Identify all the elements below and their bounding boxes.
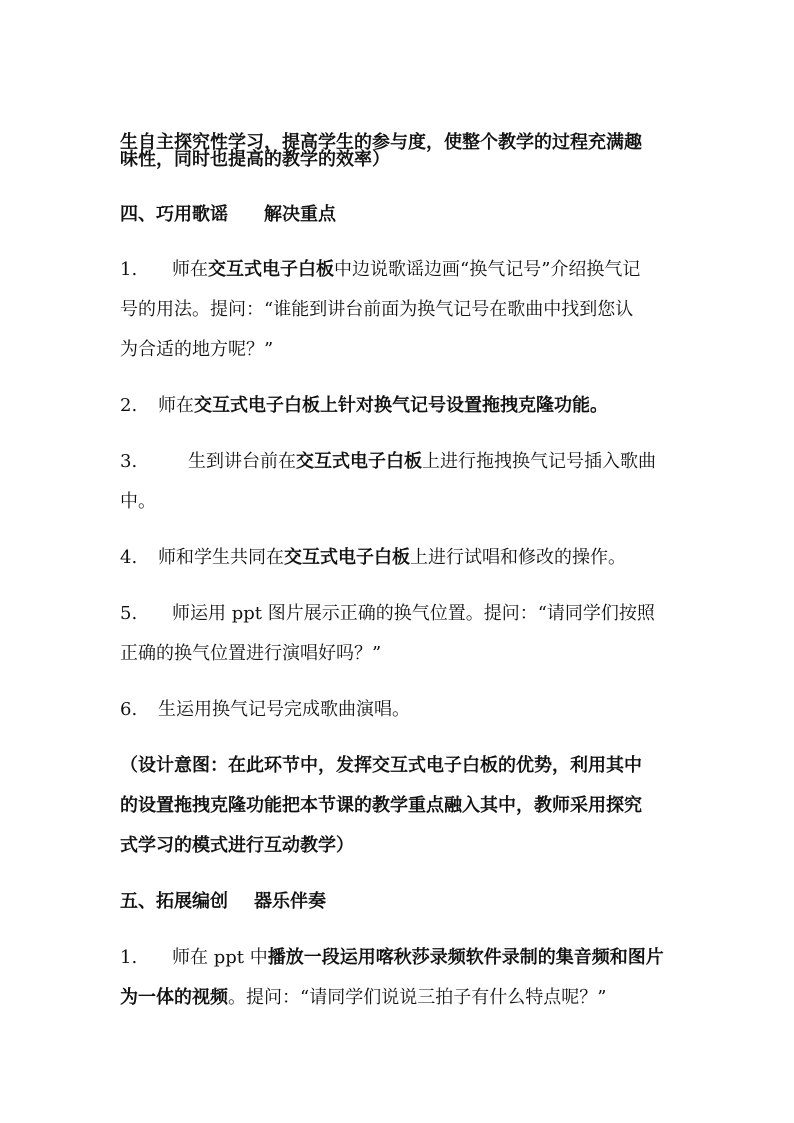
list-item: [120, 258, 640, 282]
item-number: 3.: [120, 451, 138, 472]
item-number: 1.: [120, 259, 138, 280]
heading-title: 器乐伴奏: [254, 891, 326, 912]
list-item-continuation: [120, 338, 273, 362]
item-number: 4.: [120, 547, 138, 568]
list-item: [120, 546, 626, 570]
list-item: [120, 698, 410, 722]
item-number: 2.: [120, 395, 138, 416]
text: 师在: [158, 395, 194, 416]
list-item: [120, 394, 608, 418]
heading-number: 四、巧用歌谣: [120, 204, 228, 225]
list-item: [120, 450, 656, 474]
heading-number: 五、拓展编创: [120, 891, 228, 912]
design-note-line: [120, 834, 354, 858]
text: 师运用 ppt 图片展示正确的换气位置。提问：“请同学们按照: [172, 603, 655, 624]
section-heading: [120, 890, 326, 914]
heading-title: 解决重点: [264, 204, 336, 225]
bold-text: 交互式电子白板: [284, 547, 410, 568]
list-item-continuation: [120, 986, 606, 1010]
text: 生到讲台前在: [188, 451, 296, 472]
text: 号的用法。提问：“谁能到讲台前面为换气记号在歌曲中找到您认: [120, 299, 634, 320]
list-item-continuation: [120, 490, 156, 514]
paragraph-line: [120, 148, 390, 172]
text: 。提问：“请同学们说说三拍子有什么特点呢？”: [228, 987, 607, 1008]
design-note-line: [120, 794, 642, 818]
list-item: [120, 602, 655, 626]
text: 师在 ppt 中: [172, 947, 268, 968]
list-item: [120, 946, 664, 970]
text: 上进行试唱和修改的操作。: [410, 547, 626, 568]
text: 为合适的地方呢？”: [120, 339, 274, 360]
section-heading: [120, 203, 336, 227]
text: 中边说歌谣边画“换气记号”介绍换气记: [334, 259, 641, 280]
text: 味性，同时也提高的教学的效率）: [120, 149, 390, 170]
text: 中。: [120, 491, 156, 512]
text: 师在: [172, 259, 208, 280]
item-number: 5.: [120, 603, 138, 624]
list-item-continuation: [120, 298, 633, 322]
text: 式学习的模式进行互动教学）: [120, 835, 354, 856]
text: （设计意图：在此环节中，发挥交互式电子白板的优势，利用其中: [120, 755, 642, 776]
text: 生自主探究性学习，提高学生的参与度，使整个教学的过程充满趣: [120, 132, 642, 153]
text: 的设置拖拽克隆功能把本节课的教学重点融入其中，教师采用探究: [120, 795, 642, 816]
text: 正确的换气位置进行演唱好吗？”: [120, 643, 382, 664]
design-note-line: [120, 754, 642, 778]
bold-text: 交互式电子白板: [296, 451, 422, 472]
item-number: 1.: [120, 947, 138, 968]
bold-text: 交互式电子白板: [208, 259, 334, 280]
text: 上进行拖拽换气记号插入歌曲: [422, 451, 656, 472]
bold-text: 为一体的视频: [120, 987, 228, 1008]
bold-text: 交互式电子白板上针对换气记号设置拖拽克隆功能。: [194, 395, 608, 416]
list-item-continuation: [120, 642, 381, 666]
text: 师和学生共同在: [158, 547, 284, 568]
text: 生运用换气记号完成歌曲演唱。: [158, 699, 410, 720]
item-number: 6.: [120, 699, 138, 720]
bold-text: 播放一段运用喀秋莎录频软件录制的集音频和图片: [267, 947, 664, 968]
